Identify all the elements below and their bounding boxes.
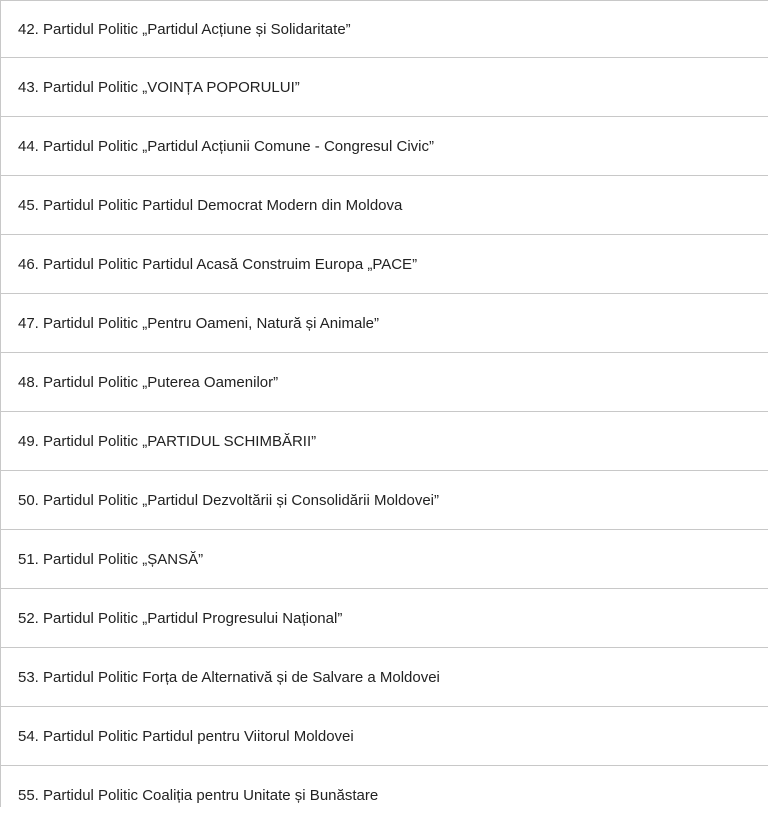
table-row [1,471,768,530]
table-row [1,648,768,707]
party-name: 42. Partidul Politic „Partidul Acțiune și Solidaritate” [18,20,351,38]
party-name: 54. Partidul Politic Partidul pentru Viitorul Moldovei [18,727,354,745]
party-name: 46. Partidul Politic Partidul Acasă Construim Europa „PACE” [18,255,418,273]
party-name: 52. Partidul Politic „Partidul Progresului Național” [18,609,343,627]
party-name: 49. Partidul Politic „PARTIDUL SCHIMBĂRII” [18,432,317,450]
party-name: 47. Partidul Politic „Pentru Oameni, Natură și Animale” [18,314,379,332]
table-row [1,176,768,235]
party-name: 45. Partidul Politic Partidul Democrat Modern din Moldova [18,196,403,214]
table-row [1,707,768,766]
table-row [1,294,768,353]
party-name: 51. Partidul Politic „ȘANSĂ” [18,550,204,568]
party-name: 43. Partidul Politic „VOINȚA POPORULUI” [18,78,300,96]
party-name: 50. Partidul Politic „Partidul Dezvoltării și Consolidării Moldovei” [18,491,439,509]
party-name: 44. Partidul Politic „Partidul Acțiunii Comune - Congresul Civic” [18,137,435,155]
table-row [1,589,768,648]
table-row [1,353,768,412]
party-name: 55. Partidul Politic Coaliția pentru Unitate și Bunăstare [18,787,379,804]
table-row [1,766,768,825]
party-name: 53. Partidul Politic Forța de Alternativă și de Salvare a Moldovei [18,668,440,686]
table-row [1,117,768,176]
table-row [1,530,768,589]
table-row [1,58,768,117]
party-name: 48. Partidul Politic „Puterea Oamenilor” [18,373,279,391]
table-row [1,0,768,58]
table-row [1,412,768,471]
table-row [1,235,768,294]
